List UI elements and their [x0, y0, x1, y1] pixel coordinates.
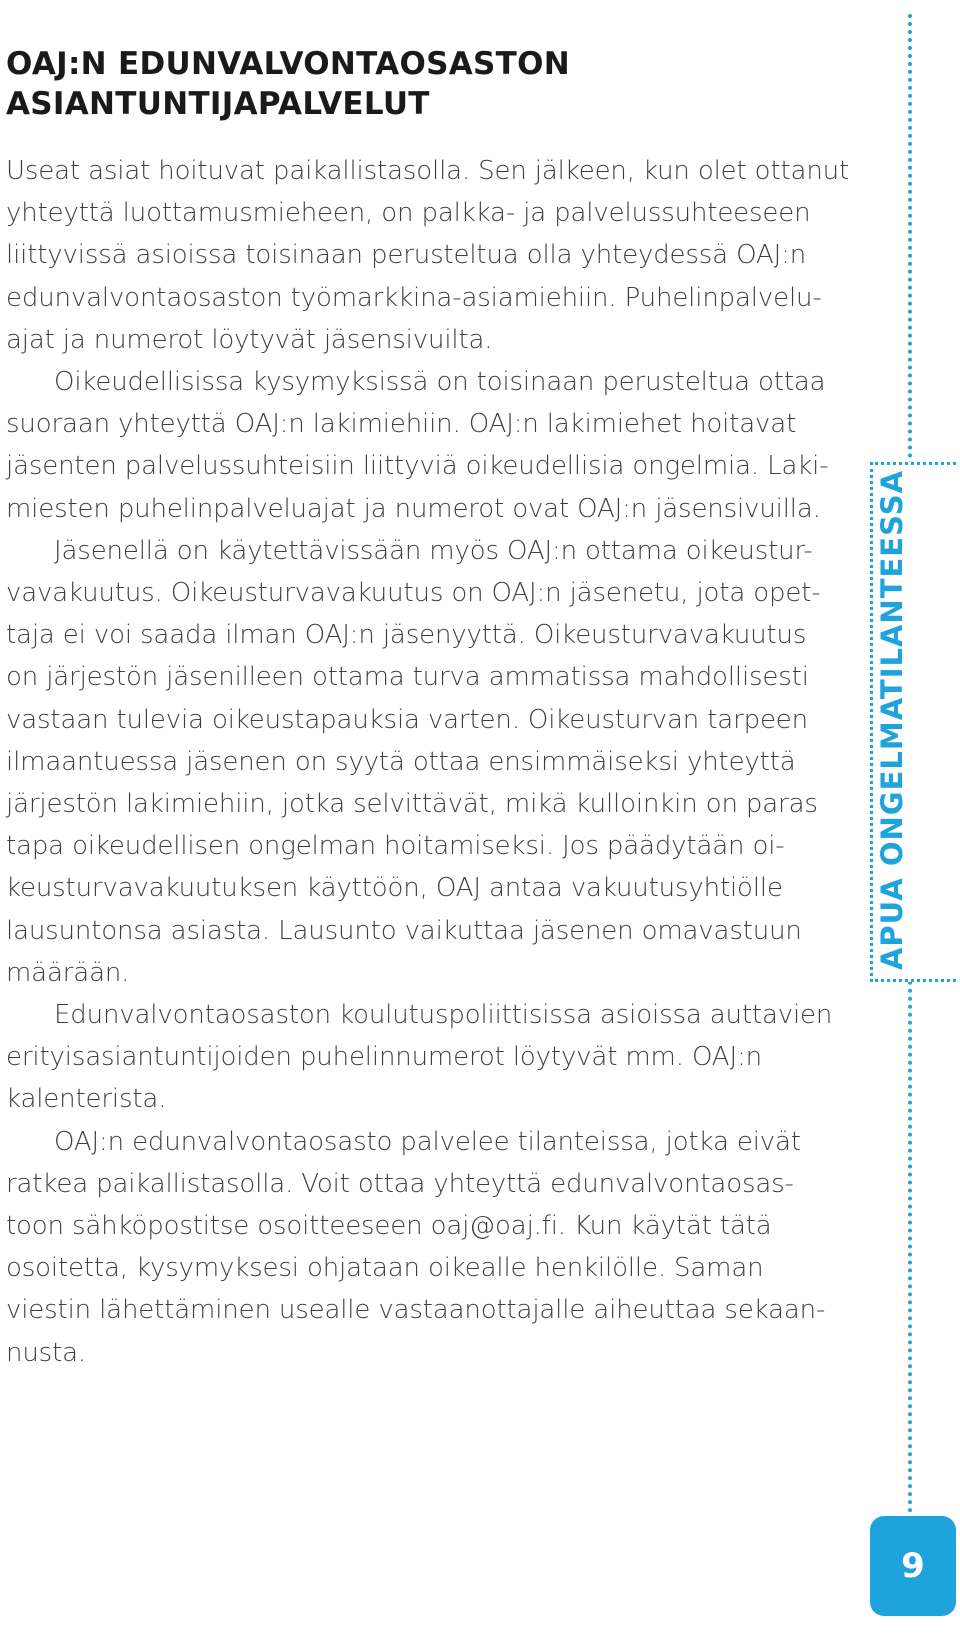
text-line: määrään.	[6, 957, 130, 988]
text-line: taja ei voi saada ilman OAJ:n jäsenyyttä. Oikeusturvavakuutus	[6, 620, 807, 651]
page-heading	[6, 44, 816, 124]
paragraph	[6, 530, 821, 994]
text-line: vastaan tulevia oikeustapauksia varten. Oikeusturvan tarpeen	[6, 704, 808, 735]
text-line: tapa oikeudellisen ongelman hoitamiseksi. Jos päädytään oi-	[6, 831, 785, 862]
text-line: jäsenten palvelussuhteisiin liittyviä oikeudellisia ongelmia. Laki-	[6, 451, 829, 482]
text-line: ratkea paikallistasolla. Voit ottaa yhteyttä edunvalvontaosas-	[6, 1168, 794, 1199]
text-line: suoraan yhteyttä OAJ:n lakimiehiin. OAJ:n lakimiehet hoitavat	[6, 409, 797, 440]
text-line: edunvalvontaosaston työmarkkina-asiamiehiin. Puhelinpalvelu-	[6, 282, 822, 313]
text-line: toon sähköpostitse osoitteeseen oaj@oaj.fi. Kun käytät tätä	[6, 1211, 772, 1242]
paragraph	[6, 150, 850, 361]
text-line: Jäsenellä on käytettävissään myös OAJ:n ottama oikeustur-	[54, 535, 813, 566]
page-number-badge	[870, 1516, 956, 1616]
text-line: miesten puhelinpalveluajat ja numerot ovat OAJ:n jäsensivuilla.	[6, 493, 821, 524]
text-line: viestin lähettäminen usealle vastaanottajalle aiheuttaa sekaan-	[6, 1295, 826, 1326]
text-line: erityisasiantuntijoiden puhelinnumerot löytyvät mm. OAJ:n	[6, 1042, 762, 1073]
text-line: keusturvavakuutuksen käyttöön, OAJ antaa vakuutusyhtiölle	[6, 873, 783, 904]
article	[6, 44, 850, 1374]
page-heading-line: OAJ:N EDUNVALVONTAOSASTON	[6, 46, 570, 82]
text-line: Useat asiat hoituvat paikallistasolla. Sen jälkeen, kun olet ottanut	[6, 156, 850, 186]
text-line: yhteyttä luottamusmieheen, on palkka- ja palvelussuhteeseen	[6, 198, 811, 229]
page-number: 9	[901, 1546, 925, 1586]
text-line: OAJ:n edunvalvontaosasto palvelee tilanteissa, jotka eivät	[54, 1126, 801, 1157]
text-line: Oikeudellisissa kysymyksissä on toisinaan perusteltua ottaa	[54, 367, 826, 398]
text-line: on järjestön jäsenilleen ottama turva ammatissa mahdollisesti	[6, 662, 809, 693]
text-line: nusta.	[6, 1337, 86, 1368]
text-line: ajat ja numerot löytyvät jäsensivuilta.	[6, 324, 493, 355]
text-line: Edunvalvontaosaston koulutuspoliittisissa asioissa auttavien	[54, 1000, 833, 1031]
text-line: liittyvissä asioissa toisinaan perusteltua olla yhteydessä OAJ:n	[6, 240, 807, 271]
paragraph	[6, 994, 833, 1121]
text-line: kalenterista.	[6, 1084, 167, 1115]
paragraph	[6, 1121, 826, 1374]
page-heading-line: ASIANTUNTIJAPALVELUT	[6, 86, 430, 122]
text-line: vavakuutus. Oikeusturvavakuutus on OAJ:n jäsenetu, jota opet-	[6, 578, 821, 609]
text-line: ilmaantuessa jäsenen on syytä ottaa ensimmäiseksi yhteyttä	[6, 746, 796, 777]
paragraph	[6, 361, 829, 530]
section-tab-label: APUA ONGELMATILANTEESSA	[875, 469, 909, 971]
text-line: järjestön lakimiehiin, jotka selvittävät, mikä kulloinkin on paras	[6, 789, 818, 820]
text-line: osoitetta, kysymyksesi ohjataan oikealle henkilölle. Saman	[6, 1253, 764, 1284]
text-line: lausuntonsa asiasta. Lausunto vaikuttaa jäsenen omavastuun	[6, 915, 802, 946]
